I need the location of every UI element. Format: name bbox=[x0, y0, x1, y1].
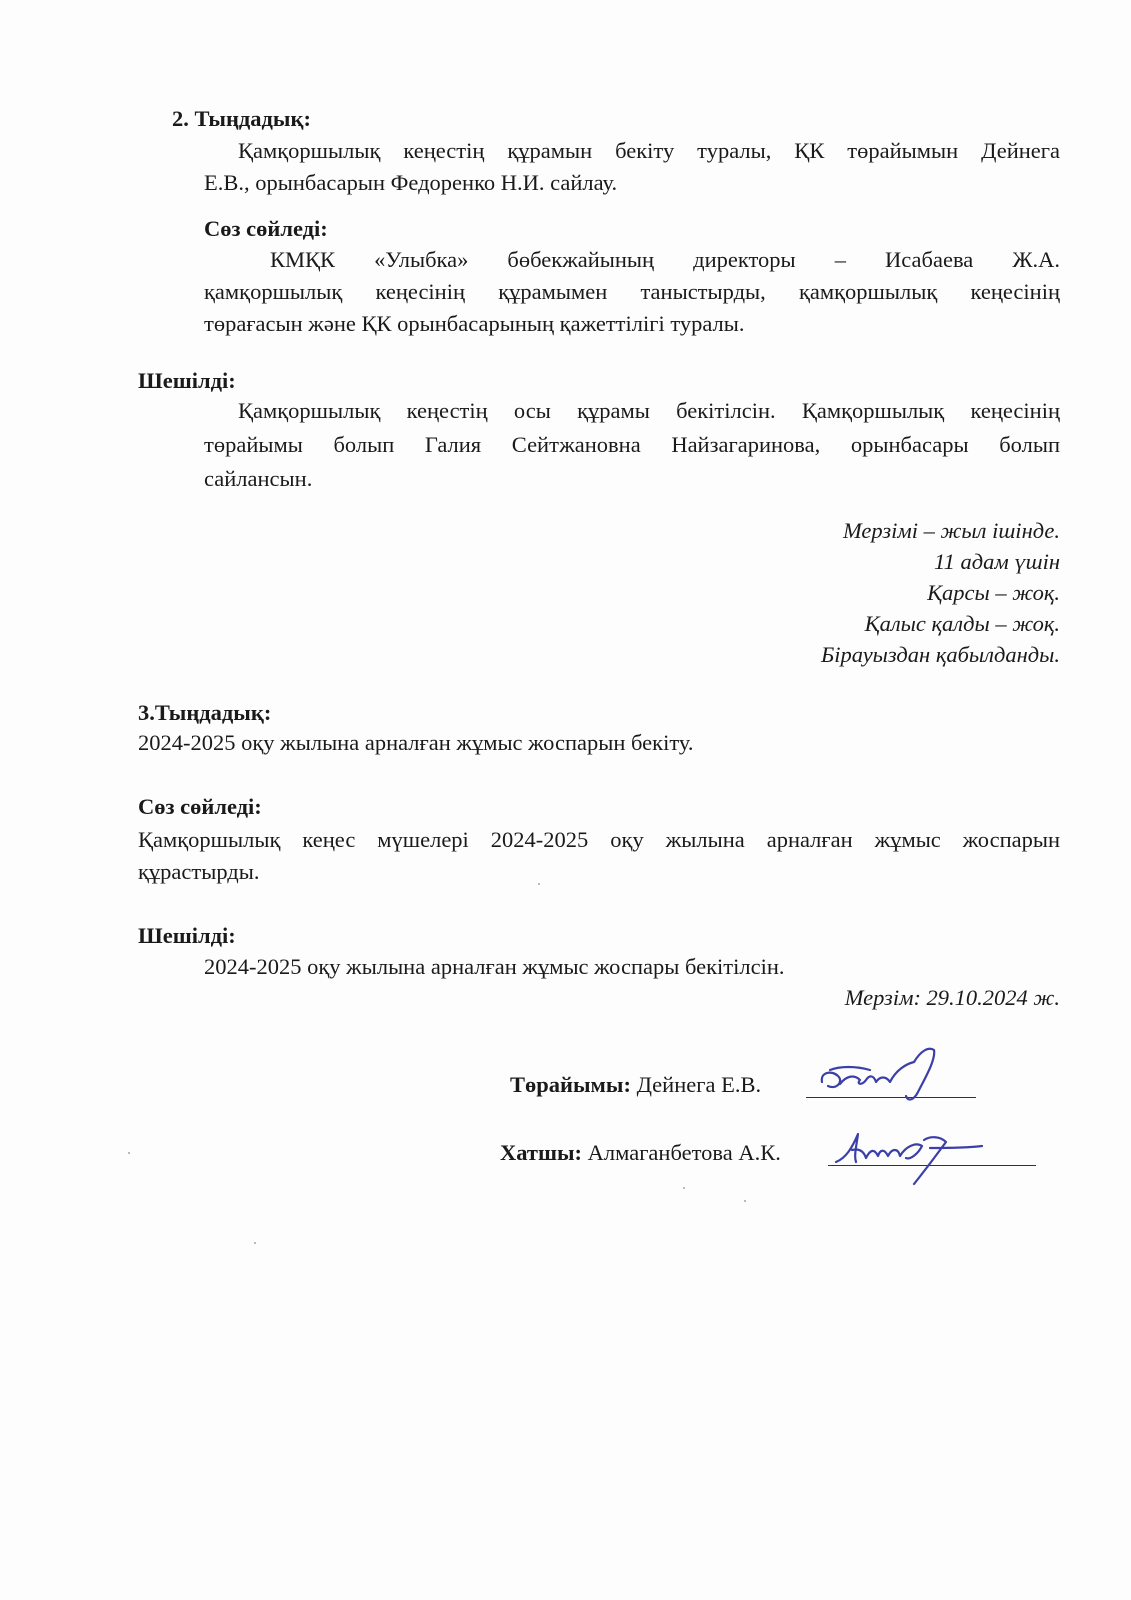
item2-text bbox=[204, 135, 1060, 199]
item3-speaker-line: құрастырды. bbox=[138, 859, 260, 884]
item3-speaker-line: Қамқоршылық кеңес мүшелері 2024-2025 оқу жылына арналған жұмыс жоспарын bbox=[138, 827, 1060, 852]
item2-speaker-line: төрағасын және ҚК орынбасарының қажеттілігі туралы. bbox=[204, 311, 745, 336]
chair-name: Дейнега Е.В. bbox=[636, 1072, 762, 1097]
item3-speaker-heading: Сөз сөйледі: bbox=[138, 794, 262, 819]
secretary-signature-mark bbox=[830, 1118, 990, 1190]
item2-decision-line: сайлансын. bbox=[204, 466, 313, 491]
item2-decision-line: төрайымы болып Галия Сейтжановна Найзагаринова, орынбасары болып bbox=[204, 432, 1060, 457]
item2-vote-block bbox=[821, 515, 1060, 670]
vote-line: 11 адам үшін bbox=[934, 549, 1060, 574]
item2-decision-line: Қамқоршылық кеңестің осы құрамы бекітілсін. Қамқоршылық кеңесінің bbox=[238, 398, 1060, 423]
item3-deadline: Мерзім: 29.10.2024 ж. bbox=[844, 985, 1060, 1010]
vote-line: Қалыс қалды – жоқ. bbox=[864, 611, 1060, 636]
item2-speaker-text bbox=[204, 244, 1060, 340]
vote-line: Қарсы – жоқ. bbox=[927, 580, 1060, 605]
item2-text-line: Қамқоршылық кеңестің құрамын бекіту туралы, ҚК төрайымын Дейнега bbox=[238, 138, 1060, 163]
item2-decision-heading: Шешілді: bbox=[138, 368, 236, 393]
secretary-name: Алмаганбетова А.К. bbox=[587, 1140, 781, 1165]
scan-speck bbox=[128, 1152, 130, 1154]
item2-speaker-line: қамқоршылық кеңесінің құрамымен таныстырды, қамқоршылық кеңесінің bbox=[204, 279, 1060, 304]
scan-speck bbox=[744, 1200, 746, 1202]
chair-signature-mark bbox=[810, 1040, 970, 1110]
item2-heading: 2. Тыңдадық: bbox=[172, 106, 311, 131]
item2-speaker-heading: Сөз сөйледі: bbox=[204, 216, 328, 241]
chair-label: Төрайымы: bbox=[510, 1072, 631, 1097]
item3-heading: 3.Тыңдадық: bbox=[138, 700, 272, 725]
item2-text-line: Е.В., орынбасарын Федоренко Н.И. сайлау. bbox=[204, 170, 618, 195]
secretary-label: Хатшы: bbox=[500, 1140, 583, 1165]
scan-speck bbox=[254, 1242, 256, 1244]
item3-decision-text: 2024-2025 оқу жылына арналған жұмыс жоспары бекітілсін. bbox=[204, 954, 785, 979]
item3-text: 2024-2025 оқу жылына арналған жұмыс жоспарын бекіту. bbox=[138, 730, 694, 755]
chair-signature-row bbox=[510, 1069, 761, 1101]
item3-decision-heading: Шешілді: bbox=[138, 923, 236, 948]
scan-speck bbox=[538, 883, 540, 885]
scan-speck bbox=[683, 1187, 685, 1189]
item2-speaker-line: КМҚК «Улыбка» бөбекжайының директоры – Исабаева Ж.А. bbox=[270, 247, 1060, 272]
vote-line: Мерзімі – жыл ішінде. bbox=[842, 518, 1060, 543]
secretary-signature-row bbox=[500, 1137, 781, 1169]
vote-line: Бірауыздан қабылданды. bbox=[820, 642, 1060, 667]
item3-speaker-text bbox=[138, 824, 1060, 888]
item2-decision-text bbox=[204, 394, 1060, 496]
